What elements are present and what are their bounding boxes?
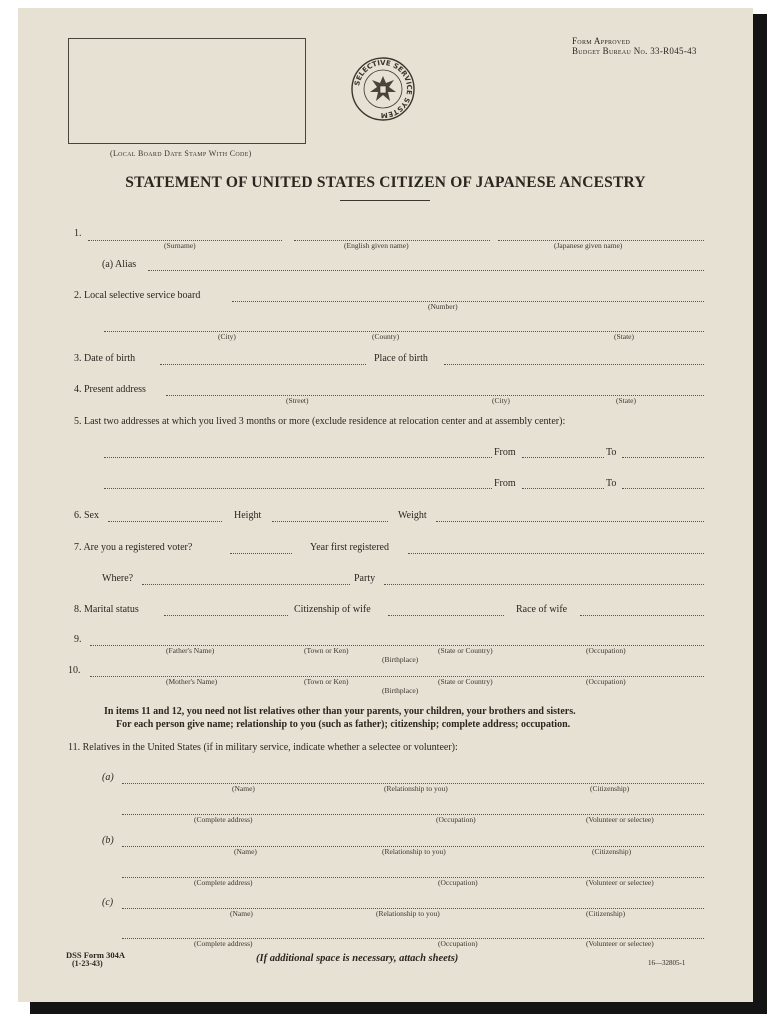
caption-mother-name: (Mother's Name) bbox=[166, 677, 218, 686]
to-label-1: To bbox=[606, 447, 617, 458]
from-field-2[interactable] bbox=[522, 488, 604, 489]
relative-c-letter: (c) bbox=[102, 897, 114, 908]
caption-relative-a-address: (Complete address) bbox=[194, 815, 253, 824]
item-8-label: 8. Marital status bbox=[74, 604, 139, 615]
item-11-label: 11. Relatives in the United States (if in military service, indicate whether a selectee or volunteer): bbox=[68, 742, 458, 753]
caption-relative-b-address: (Complete address) bbox=[194, 878, 253, 887]
form-page bbox=[18, 8, 753, 1002]
where-label: Where? bbox=[102, 573, 134, 584]
citizenship-of-wife-label: Citizenship of wife bbox=[294, 604, 371, 615]
form-date: (1-23-43) bbox=[72, 959, 103, 968]
form-approved: Form Approved bbox=[572, 36, 631, 46]
caption-number: (Number) bbox=[428, 302, 458, 311]
form-id: DSS Form 304A bbox=[66, 950, 126, 960]
height-label: Height bbox=[234, 510, 262, 521]
seal-text: SELECTIVE SERVICE SYSTEM bbox=[353, 58, 414, 120]
caption-father-occupation: (Occupation) bbox=[586, 646, 626, 655]
caption-relative-b-name: (Name) bbox=[234, 847, 257, 856]
weight-field[interactable] bbox=[436, 521, 704, 522]
attach-sheets-note: (If additional space is necessary, attach sheets) bbox=[256, 953, 459, 964]
caption-father-name: (Father's Name) bbox=[166, 646, 215, 655]
sex-field[interactable] bbox=[108, 521, 222, 522]
caption-street: (Street) bbox=[286, 396, 309, 405]
caption-relative-a-volunteer: (Volunteer or selectee) bbox=[586, 815, 654, 824]
caption-mother-town: (Town or Ken) bbox=[304, 677, 349, 686]
relative-b-letter: (b) bbox=[102, 835, 114, 846]
caption-mother-occupation: (Occupation) bbox=[586, 677, 626, 686]
caption-japanese-name: (Japanese given name) bbox=[554, 241, 623, 250]
caption-surname: (Surname) bbox=[164, 241, 196, 250]
caption-address-city: (City) bbox=[492, 396, 510, 405]
marital-status-field[interactable] bbox=[164, 615, 288, 616]
caption-city: (City) bbox=[218, 332, 236, 341]
from-label-2: From bbox=[494, 478, 516, 489]
item-4-label: 4. Present address bbox=[74, 384, 146, 395]
last-address-2-field[interactable] bbox=[104, 488, 492, 489]
to-label-2: To bbox=[606, 478, 617, 489]
caption-relative-a-relationship: (Relationship to you) bbox=[384, 784, 448, 793]
from-label-1: From bbox=[494, 447, 516, 458]
party-field[interactable] bbox=[384, 584, 704, 585]
date-stamp-box[interactable] bbox=[68, 38, 306, 144]
instructions-line-2: For each person give name; relationship to you (such as father); citizenship; complete address; occupation. bbox=[116, 719, 571, 730]
caption-father-state: (State or Country) bbox=[438, 646, 493, 655]
race-of-wife-label: Race of wife bbox=[516, 604, 568, 615]
print-code: 16—32805-1 bbox=[648, 959, 686, 967]
caption-relative-c-relationship: (Relationship to you) bbox=[376, 909, 440, 918]
registered-voter-field[interactable] bbox=[230, 553, 292, 554]
alias-label: (a) Alias bbox=[102, 259, 137, 270]
place-of-birth-field[interactable] bbox=[444, 364, 704, 365]
caption-mother-birthplace: (Birthplace) bbox=[382, 686, 419, 695]
item-1-number: 1. bbox=[74, 228, 82, 239]
date-of-birth-field[interactable] bbox=[160, 364, 366, 365]
page-title: STATEMENT OF UNITED STATES CITIZEN OF JAPANESE ANCESTRY bbox=[125, 174, 646, 191]
caption-relative-c-address: (Complete address) bbox=[194, 939, 253, 948]
race-of-wife-field[interactable] bbox=[580, 615, 704, 616]
caption-county: (County) bbox=[372, 332, 400, 341]
title-underline bbox=[340, 200, 430, 201]
caption-relative-c-volunteer: (Volunteer or selectee) bbox=[586, 939, 654, 948]
selective-service-seal-icon bbox=[350, 56, 416, 122]
caption-relative-a-citizenship: (Citizenship) bbox=[590, 784, 630, 793]
item-6-label: 6. Sex bbox=[74, 510, 99, 521]
instructions-line-1: In items 11 and 12, you need not list relatives other than your parents, your children, your brothers and sisters. bbox=[104, 706, 576, 717]
item-3-label: 3. Date of birth bbox=[74, 353, 136, 364]
caption-father-birthplace: (Birthplace) bbox=[382, 655, 419, 664]
caption-relative-c-name: (Name) bbox=[230, 909, 253, 918]
year-registered-label: Year first registered bbox=[310, 542, 389, 553]
to-field-1[interactable] bbox=[622, 457, 704, 458]
item-9-number: 9. bbox=[74, 634, 82, 645]
item-5-label: 5. Last two addresses at which you lived 3 months or more (exclude residence at relocation center and at assembly center): bbox=[74, 416, 566, 427]
citizenship-of-wife-field[interactable] bbox=[388, 615, 504, 616]
height-field[interactable] bbox=[272, 521, 388, 522]
caption-english-name: (English given name) bbox=[344, 241, 409, 250]
to-field-2[interactable] bbox=[622, 488, 704, 489]
caption-relative-c-occupation: (Occupation) bbox=[438, 939, 478, 948]
stamp-caption: (Local Board Date Stamp With Code) bbox=[110, 149, 252, 158]
caption-relative-a-occupation: (Occupation) bbox=[436, 815, 476, 824]
caption-relative-b-occupation: (Occupation) bbox=[438, 878, 478, 887]
caption-relative-c-citizenship: (Citizenship) bbox=[586, 909, 626, 918]
party-label: Party bbox=[354, 573, 376, 584]
caption-relative-b-citizenship: (Citizenship) bbox=[592, 847, 632, 856]
alias-field[interactable] bbox=[148, 270, 704, 271]
last-address-1-field[interactable] bbox=[104, 457, 492, 458]
place-of-birth-label: Place of birth bbox=[374, 353, 428, 364]
item-2-label: 2. Local selective service board bbox=[74, 290, 201, 301]
caption-father-town: (Town or Ken) bbox=[304, 646, 349, 655]
caption-relative-b-relationship: (Relationship to you) bbox=[382, 847, 446, 856]
year-registered-field[interactable] bbox=[408, 553, 704, 554]
caption-mother-state: (State or Country) bbox=[438, 677, 493, 686]
caption-state: (State) bbox=[614, 332, 634, 341]
caption-address-state: (State) bbox=[616, 396, 636, 405]
weight-label: Weight bbox=[398, 510, 427, 521]
caption-relative-a-name: (Name) bbox=[232, 784, 255, 793]
relative-a-letter: (a) bbox=[102, 772, 114, 783]
board-number-field[interactable] bbox=[232, 301, 704, 302]
caption-relative-b-volunteer: (Volunteer or selectee) bbox=[586, 878, 654, 887]
from-field-1[interactable] bbox=[522, 457, 604, 458]
item-10-number: 10. bbox=[68, 665, 81, 676]
budget-bureau: Budget Bureau No. 33-R045-43 bbox=[572, 46, 697, 56]
where-field[interactable] bbox=[142, 584, 350, 585]
item-7-label: 7. Are you a registered voter? bbox=[74, 542, 193, 553]
